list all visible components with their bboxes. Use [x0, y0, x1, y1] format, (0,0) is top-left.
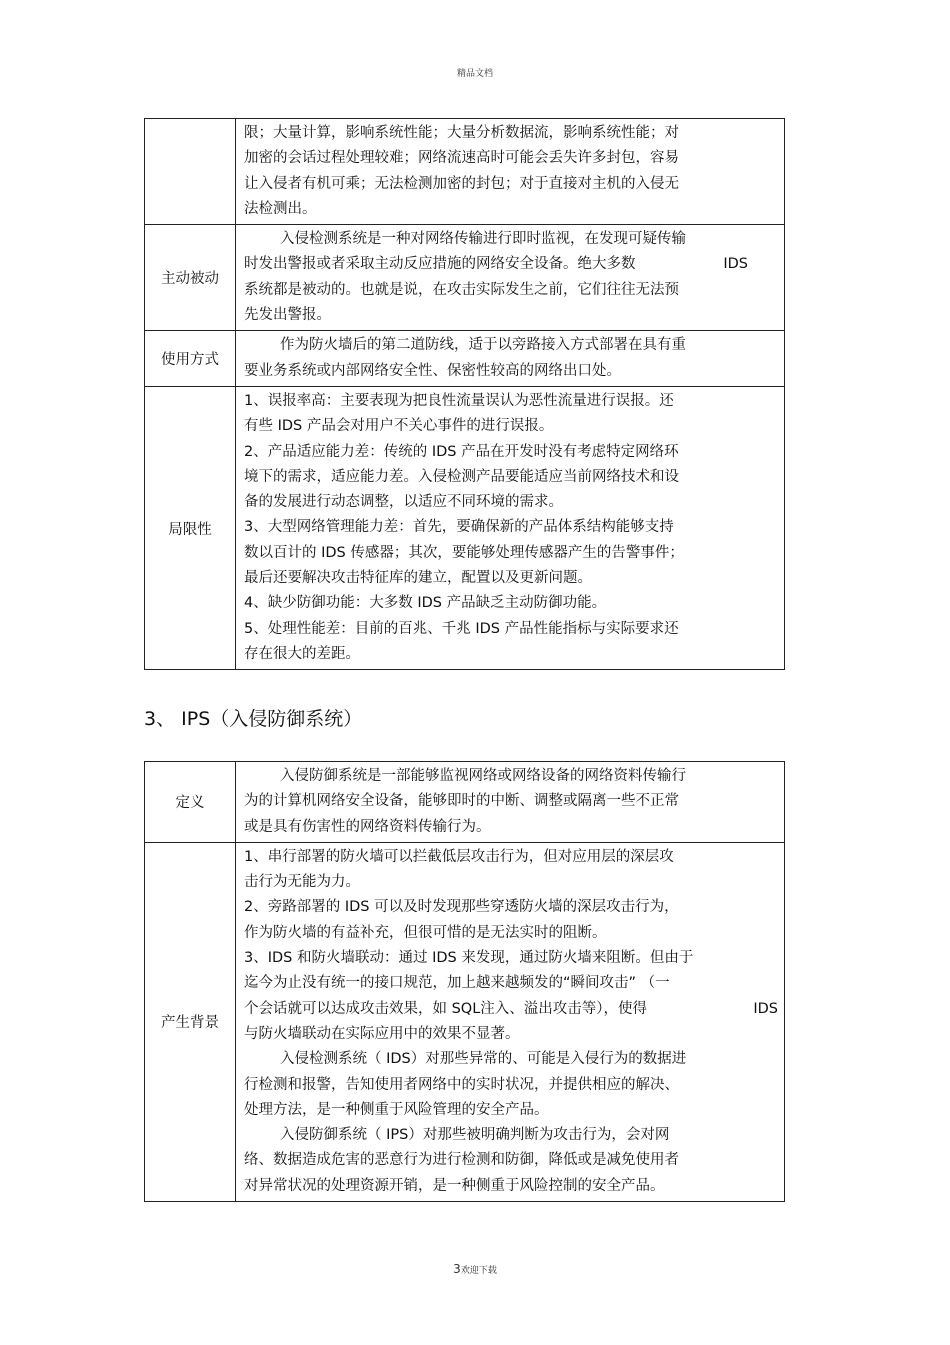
page-number: 3	[453, 1262, 461, 1276]
row-content	[236, 386, 785, 669]
row-label-background: 产生背景	[145, 842, 236, 1201]
text-line: 入侵防御系统（ IPS）对那些被明确判断为攻击行为，会对网	[280, 1127, 670, 1144]
table-row	[145, 842, 785, 1201]
text-line: 1、误报率高：主要表现为把良性流量误认为恶性流量进行误报。还	[244, 392, 674, 409]
footer-text: 欢迎下载	[460, 1266, 497, 1276]
row-label-usage: 使用方式	[145, 331, 236, 387]
section-title: 3、 IPS（入侵防御系统）	[144, 708, 363, 730]
row-label-active-passive: 主动被动	[145, 225, 236, 331]
text-line: 入侵防御系统是一部能够监视网络或网络设备的网络资料传输行	[280, 768, 686, 784]
text-segment: IDS	[753, 1000, 778, 1017]
text-line: 3、IDS 和防火墙联动：通过 IDS 来发现，通过防火墙来阻断。但由于	[244, 950, 694, 967]
row-content	[236, 762, 785, 843]
text-line: 4、缺少防御功能：大多数 IDS 产品缺乏主动防御功能。	[244, 595, 607, 612]
text-line: 境下的需求，适应能力差。入侵检测产品要能适应当前网络技术和设	[244, 468, 679, 485]
text-line: 或是具有伤害性的网络资料传输行为。	[244, 818, 491, 835]
table-row	[145, 386, 785, 669]
table-row	[145, 331, 785, 387]
text-line: 为的计算机网络安全设备，能够即时的中断、调整或隔离一些不正常	[244, 793, 679, 810]
page-header: 精品文档	[456, 69, 493, 79]
text-line: 系统都是被动的。也就是说，在攻击实际发生之前，它们往往无法预	[244, 281, 679, 298]
text-line: 先发出警报。	[244, 307, 331, 324]
text-line: 击行为无能为力。	[244, 874, 360, 891]
text-segment: 时发出警报或者采取主动反应措施的网络安全设备。绝大多数	[244, 256, 636, 273]
text-line: 备的发展进行动态调整，以适应不同环境的需求。	[244, 494, 563, 511]
text-line: 2、产品适应能力差：传统的 IDS 产品在开发时没有考虑特定网络环	[244, 443, 679, 460]
text-line	[244, 997, 778, 1022]
text-line: 迄今为止没有统一的接口规范，加上越来越频发的“瞬间攻击” （一	[244, 975, 670, 992]
ids-table	[144, 118, 785, 670]
text-line: 让入侵者有机可乘；无法检测加密的封包；对于直接对主机的入侵无	[244, 175, 679, 192]
row-label-definition: 定义	[145, 762, 236, 843]
text-line: 作为防火墙后的第二道防线，适于以旁路接入方式部署在具有重	[280, 337, 686, 354]
text-line: 数以百计的 IDS 传感器；其次，要能够处理传感器产生的告警事件；	[244, 544, 684, 561]
table-row	[145, 225, 785, 331]
row-content	[236, 842, 785, 1201]
row-content	[236, 119, 785, 225]
text-line: 5、处理性能差：目前的百兆、千兆 IDS 产品性能指标与实际要求还	[244, 620, 679, 637]
row-label-limitations: 局限性	[145, 386, 236, 669]
text-line: 入侵检测系统是一种对网络传输进行即时监视，在发现可疑传输	[280, 231, 686, 248]
text-segment: IDS	[723, 256, 748, 273]
text-line: 有些 IDS 产品会对用户不关心事件的进行误报。	[244, 418, 554, 435]
text-line: 作为防火墙的有益补充，但很可惜的是无法实时的阻断。	[244, 924, 607, 941]
table-row	[145, 119, 785, 225]
text-line: 与防火墙联动在实际应用中的效果不显著。	[244, 1025, 520, 1042]
text-line: 2、旁路部署的 IDS 可以及时发现那些穿透防火墙的深层攻击行为，	[244, 899, 679, 916]
text-line: 处理方法，是一种侧重于风险管理的安全产品。	[244, 1101, 549, 1118]
text-line: 要业务系统或内部网络安全性、保密性较高的网络出口处。	[244, 362, 621, 379]
text-line: 存在很大的差距。	[244, 645, 360, 662]
page-footer	[0, 1262, 950, 1276]
text-line: 对异常状况的处理资源开销，是一种侧重于风险控制的安全产品。	[244, 1177, 665, 1194]
row-content	[236, 225, 785, 331]
text-line: 加密的会话过程处理较难；网络流速高时可能会丢失许多封包，容易	[244, 150, 679, 167]
ips-table	[144, 761, 785, 1202]
text-line: 最后还要解决攻击特征库的建立，配置以及更新问题。	[244, 570, 592, 587]
table-row	[145, 762, 785, 843]
text-line: 入侵检测系统（ IDS）对那些异常的、可能是入侵行为的数据进	[280, 1051, 687, 1068]
text-line	[244, 252, 778, 277]
row-content	[236, 331, 785, 387]
text-line: 行检测和报警，告知使用者网络中的实时状况，并提供相应的解决、	[244, 1076, 679, 1093]
row-label	[145, 119, 236, 225]
text-line: 3、大型网络管理能力差：首先，要确保新的产品体系结构能够支持	[244, 519, 674, 536]
text-line: 络、数据造成危害的恶意行为进行检测和防御，降低或是减免使用者	[244, 1152, 679, 1169]
text-segment: 个会话就可以达成攻击效果，如 SQL注入、溢出攻击等），使得	[244, 1000, 648, 1017]
text-line: 1、串行部署的防火墙可以拦截低层攻击行为，但对应用层的深层攻	[244, 848, 674, 865]
text-line: 法检测出。	[244, 200, 317, 217]
text-line: 限；大量计算，影响系统性能；大量分析数据流，影响系统性能；对	[244, 125, 679, 141]
